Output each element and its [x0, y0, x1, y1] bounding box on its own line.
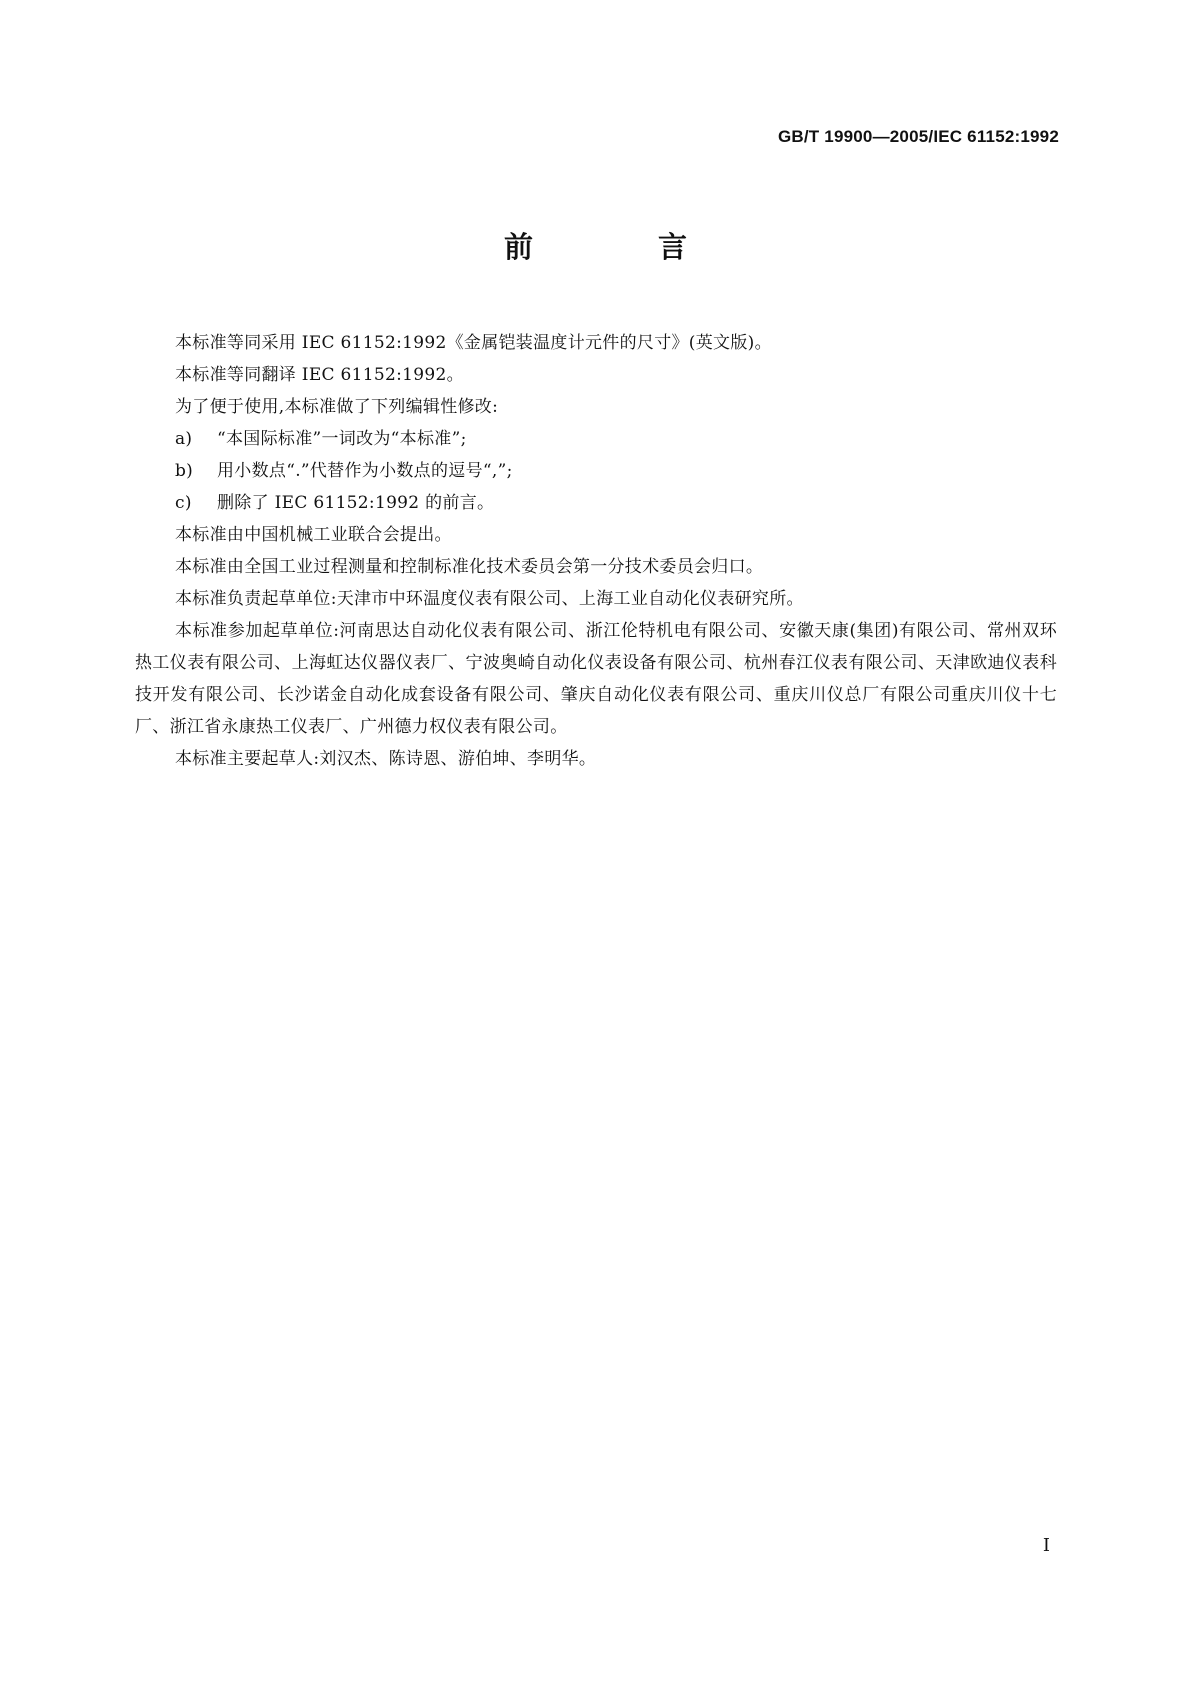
paragraph-translation: 本标准等同翻译 IEC 61152:1992。 [175, 365, 464, 385]
list-item-text: “本国际标准”一词改为“本标准”; [217, 429, 467, 449]
list-item [135, 423, 1057, 455]
paragraph-main-authors: 本标准主要起草人:刘汉杰、陈诗恩、游伯坤、李明华。 [175, 749, 597, 769]
list-item-text: 删除了 IEC 61152:1992 的前言。 [217, 493, 495, 513]
list-item-label: c) [175, 493, 192, 513]
page-number: I [1042, 1535, 1050, 1556]
paragraph-committee: 本标准由全国工业过程测量和控制标准化技术委员会第一分技术委员会归口。 [175, 557, 764, 577]
list-item-label: a) [175, 429, 193, 449]
paragraph-edits-intro: 为了便于使用,本标准做了下列编辑性修改: [175, 397, 499, 417]
paragraph-adoption: 本标准等同采用 IEC 61152:1992《金属铠装温度计元件的尺寸》(英文版)。 [175, 333, 772, 353]
list-item-text: 用小数点“.”代替作为小数点的逗号“,”; [217, 461, 513, 481]
document-body [135, 327, 1057, 775]
list-item [135, 455, 1057, 487]
page-title: 前 言 [503, 230, 735, 264]
paragraph-proposer: 本标准由中国机械工业联合会提出。 [175, 525, 452, 545]
standard-code: GB/T 19900—2005/IEC 61152:1992 [777, 127, 1059, 146]
list-item [135, 487, 1057, 519]
paragraph-lead-drafters: 本标准负责起草单位:天津市中环温度仪表有限公司、上海工业自动化仪表研究所。 [175, 589, 804, 609]
paragraph-participating-drafters: 本标准参加起草单位:河南思达自动化仪表有限公司、浙江伦特机电有限公司、安徽天康(集团)有限公司、常州双环热工仪表有限公司、上海虹达仪器仪表厂、宁波奥崎自动化仪表设备有限公司、杭州春江仪表有限公司、天津欧迪仪表科技开发有限公司、长沙诺金自动化成套设备有限公司、肇庆自动化仪表有限公司、重庆川仪总厂有限公司重庆川仪十七厂、浙江省永康热工仪表厂、广州德力权仪表有限公司。 [135, 621, 1057, 737]
list-item-label: b) [175, 461, 194, 481]
